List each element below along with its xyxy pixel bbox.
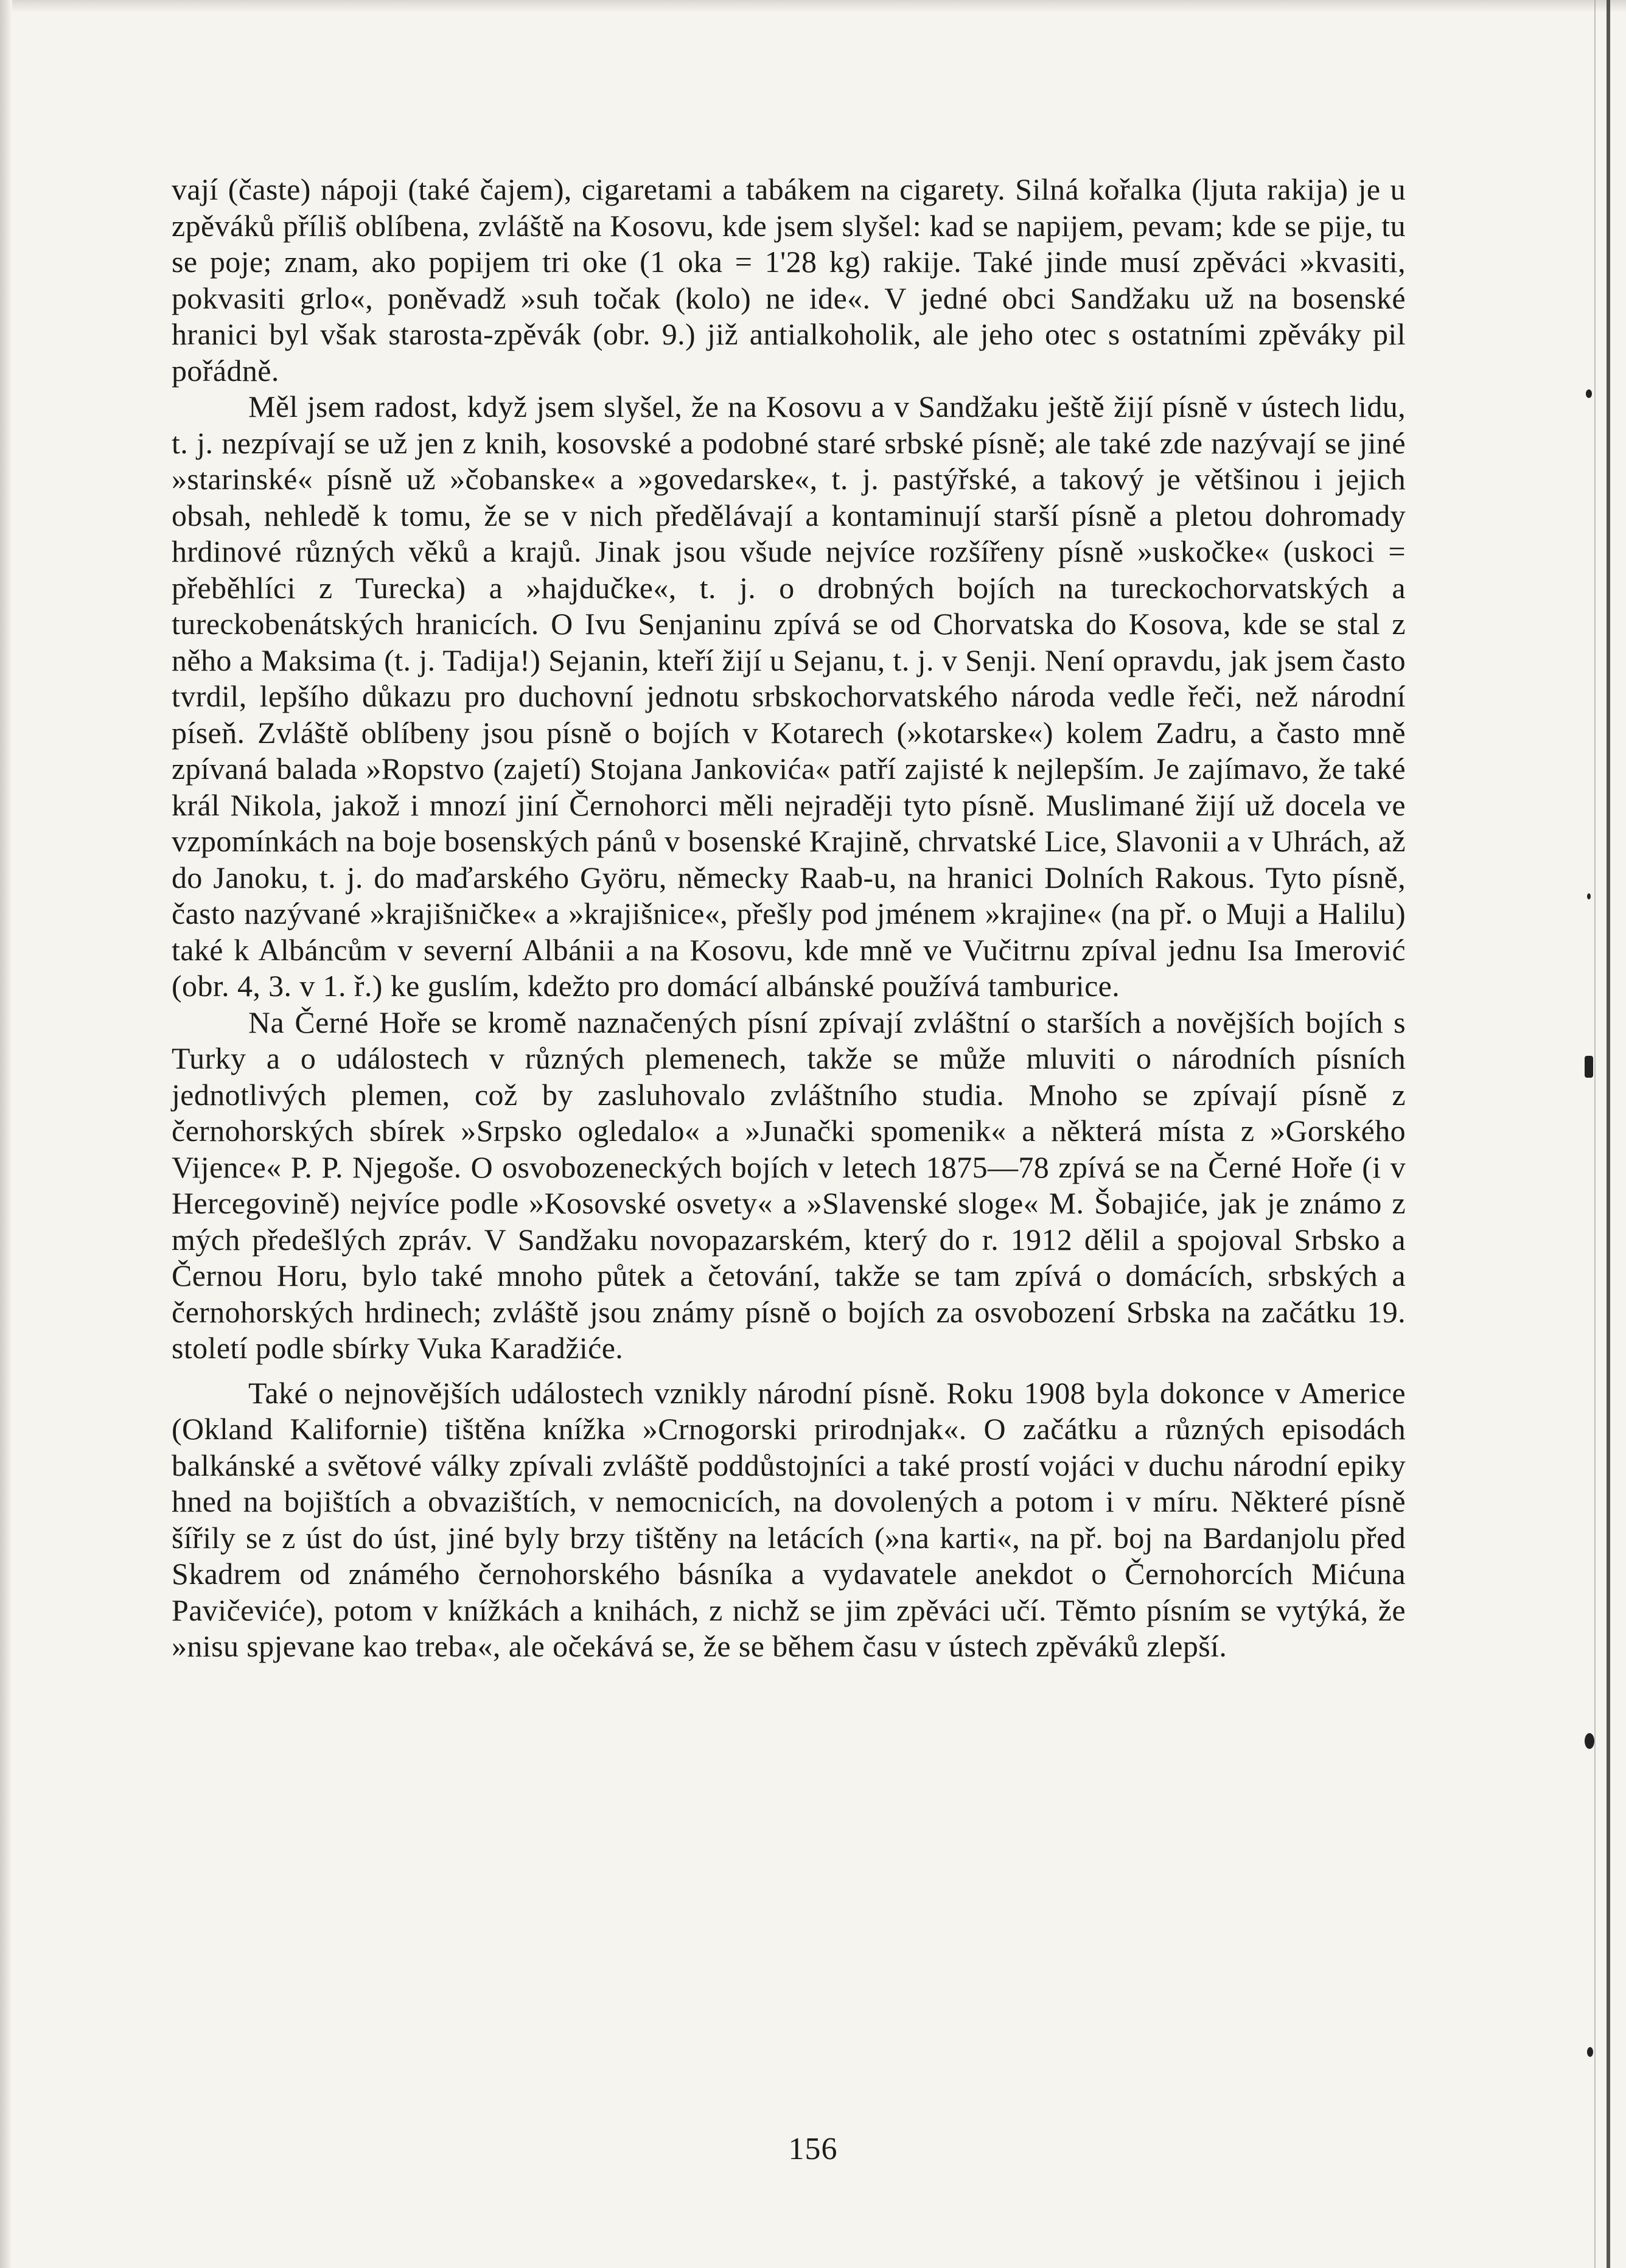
- scan-shadow-left: [0, 0, 12, 2268]
- margin-speck: [1586, 389, 1592, 398]
- margin-speck: [1587, 2047, 1593, 2057]
- scan-shadow-top: [0, 0, 1626, 12]
- body-text: [172, 172, 1406, 1665]
- margin-speck: [1585, 1056, 1593, 1078]
- page-number: 156: [788, 2132, 838, 2166]
- margin-speck: [1585, 1733, 1594, 1749]
- margin-speck: [1587, 893, 1591, 899]
- paragraph-4: Také o nejnovějších událostech vznikly národní písně. Roku 1908 byla dokonce v Americe (Okland Kalifornie) tištěna knížka »Crnogorski prirodnjak«. O začátku a různých episodách balkánské a světové války zpívali zvláště poddůstojníci a také prostí vojáci v duchu národní epiky hned na bojištích a obvazištích, v nemocnicích, na dovolených a potom i v míru. Některé písně šířily se z úst do úst, jiné byly brzy tištěny na letácích (»na karti«, na př. boj na Bardanjolu před Skadrem od známého černohorského básníka a vydavatele anekdot o Černohorcích Mićuna Pavičeviće), potom v knížkách a knihách, z nichž se jim zpěváci učí. Těmto písním se vytýká, že »nisu spjevane kao treba«, ale očekává se, že se během času v ústech zpěváků zlepší.: [172, 1375, 1406, 1663]
- paragraph-3: Na Černé Hoře se kromě naznačených písní zpívají zvláštní o starších a novějších bojích s Turky a o událostech v různých plemenech, takže se může mluviti o národních písních jednotlivých plemen, což by zasluhovalo zvláštního studia. Mnoho se zpívají písně z černohorských sbírek »Srpsko ogledalo« a »Junački spomenik« a některá místa z »Gorského Vijence« P. P. Njegoše. O osvobozeneckých bojích v letech 1875—78 zpívá se na Černé Hoře (i v Hercegovině) nejvíce podle »Kosovské osvety« a »Slavenské sloge« M. Šobajiće, jak je známo z mých předešlých zpráv. V Sandžaku novopazarském, který do r. 1912 dělil a spojoval Srbsko a Černou Horu, bylo také mnoho půtek a četování, takže se tam zpívá o domácích, srbských a černohorských hrdinech; zvláště jsou známy písně o bojích za osvobození Srbska na začátku 19. století podle sbírky Vuka Karadžiće.: [172, 1005, 1406, 1365]
- binding-edge: [1607, 0, 1610, 2268]
- binding-shadow: [1594, 0, 1596, 2268]
- paragraph-1: vají (časte) nápoji (také čajem), cigaretami a tabákem na cigarety. Silná kořalka (ljuta rakija) je u zpěváků příliš oblíbena, zvláště na Kosovu, kde jsem slyšel: kad se napijem, pevam; kde se pije, tu se poje; znam, ako popijem tri oke (1 oka = 1'28 kg) rakije. Také jinde musí zpěváci »kvasiti, pokvasiti grlo«, poněvadž »suh točak (kolo) ne ide«. V jedné obci Sandžaku už na bosenské hranici byl však starosta-zpěvák (obr. 9.) již antialkoholik, ale jeho otec s ostatními zpěváky pil pořádně.: [172, 172, 1406, 388]
- paragraph-2: Měl jsem radost, když jsem slyšel, že na Kosovu a v Sandžaku ještě žijí písně v ústech lidu, t. j. nezpívají se už jen z knih, kosovské a podobné staré srbské písně; ale také zde nazývají se jiné »starinské« písně už »čobanske« a »govedarske«, t. j. pastýřské, a takový je většinou i jejich obsah, nehledě k tomu, že se v nich předělávají a kontaminují starší písně a pletou dohromady hrdinové různých věků a krajů. Jinak jsou všude nejvíce rozšířeny písně »uskočke« (uskoci = přeběhlíci z Turecka) a »hajdučke«, t. j. o drobných bojích na tureckochorvatských a tureckobenátských hranicích. O Ivu Senjaninu zpívá se od Chorvatska do Kosova, kde se stal z něho a Maksima (t. j. Tadija!) Sejanin, kteří žijí u Sejanu, t. j. v Senji. Není opravdu, jak jsem často tvrdil, lepšího důkazu pro duchovní jednotu srbskochorvatského národa vedle řeči, než národní píseň. Zvláště oblíbeny jsou písně o bojích v Kotarech (»kotarske«) kolem Zadru, a často mně zpívaná balada »Ropstvo (zajetí) Stojana Jankovića« patří zajisté k nejlepším. Je zajímavo, že také král Nikola, jakož i mnozí jiní Černohorci měli nejraději tyto písně. Muslimané žijí už docela ve vzpomínkách na boje bosenských pánů v bosenské Krajině, chrvatské Lice, Slavonii a v Uhrách, až do Janoku, t. j. do maďarského Györu, německy Raab-u, na hranici Dolních Rakous. Tyto písně, často nazývané »krajišničke« a »krajišnice«, přešly pod jménem »krajine« (na př. o Muji a Halilu) také k Albáncům v severní Albánii a na Kosovu, kde mně ve Vučitrnu zpíval jednu Isa Imerović (obr. 4, 3. v 1. ř.) ke guslím, kdežto pro domácí albánské používá tamburice.: [172, 389, 1406, 1003]
